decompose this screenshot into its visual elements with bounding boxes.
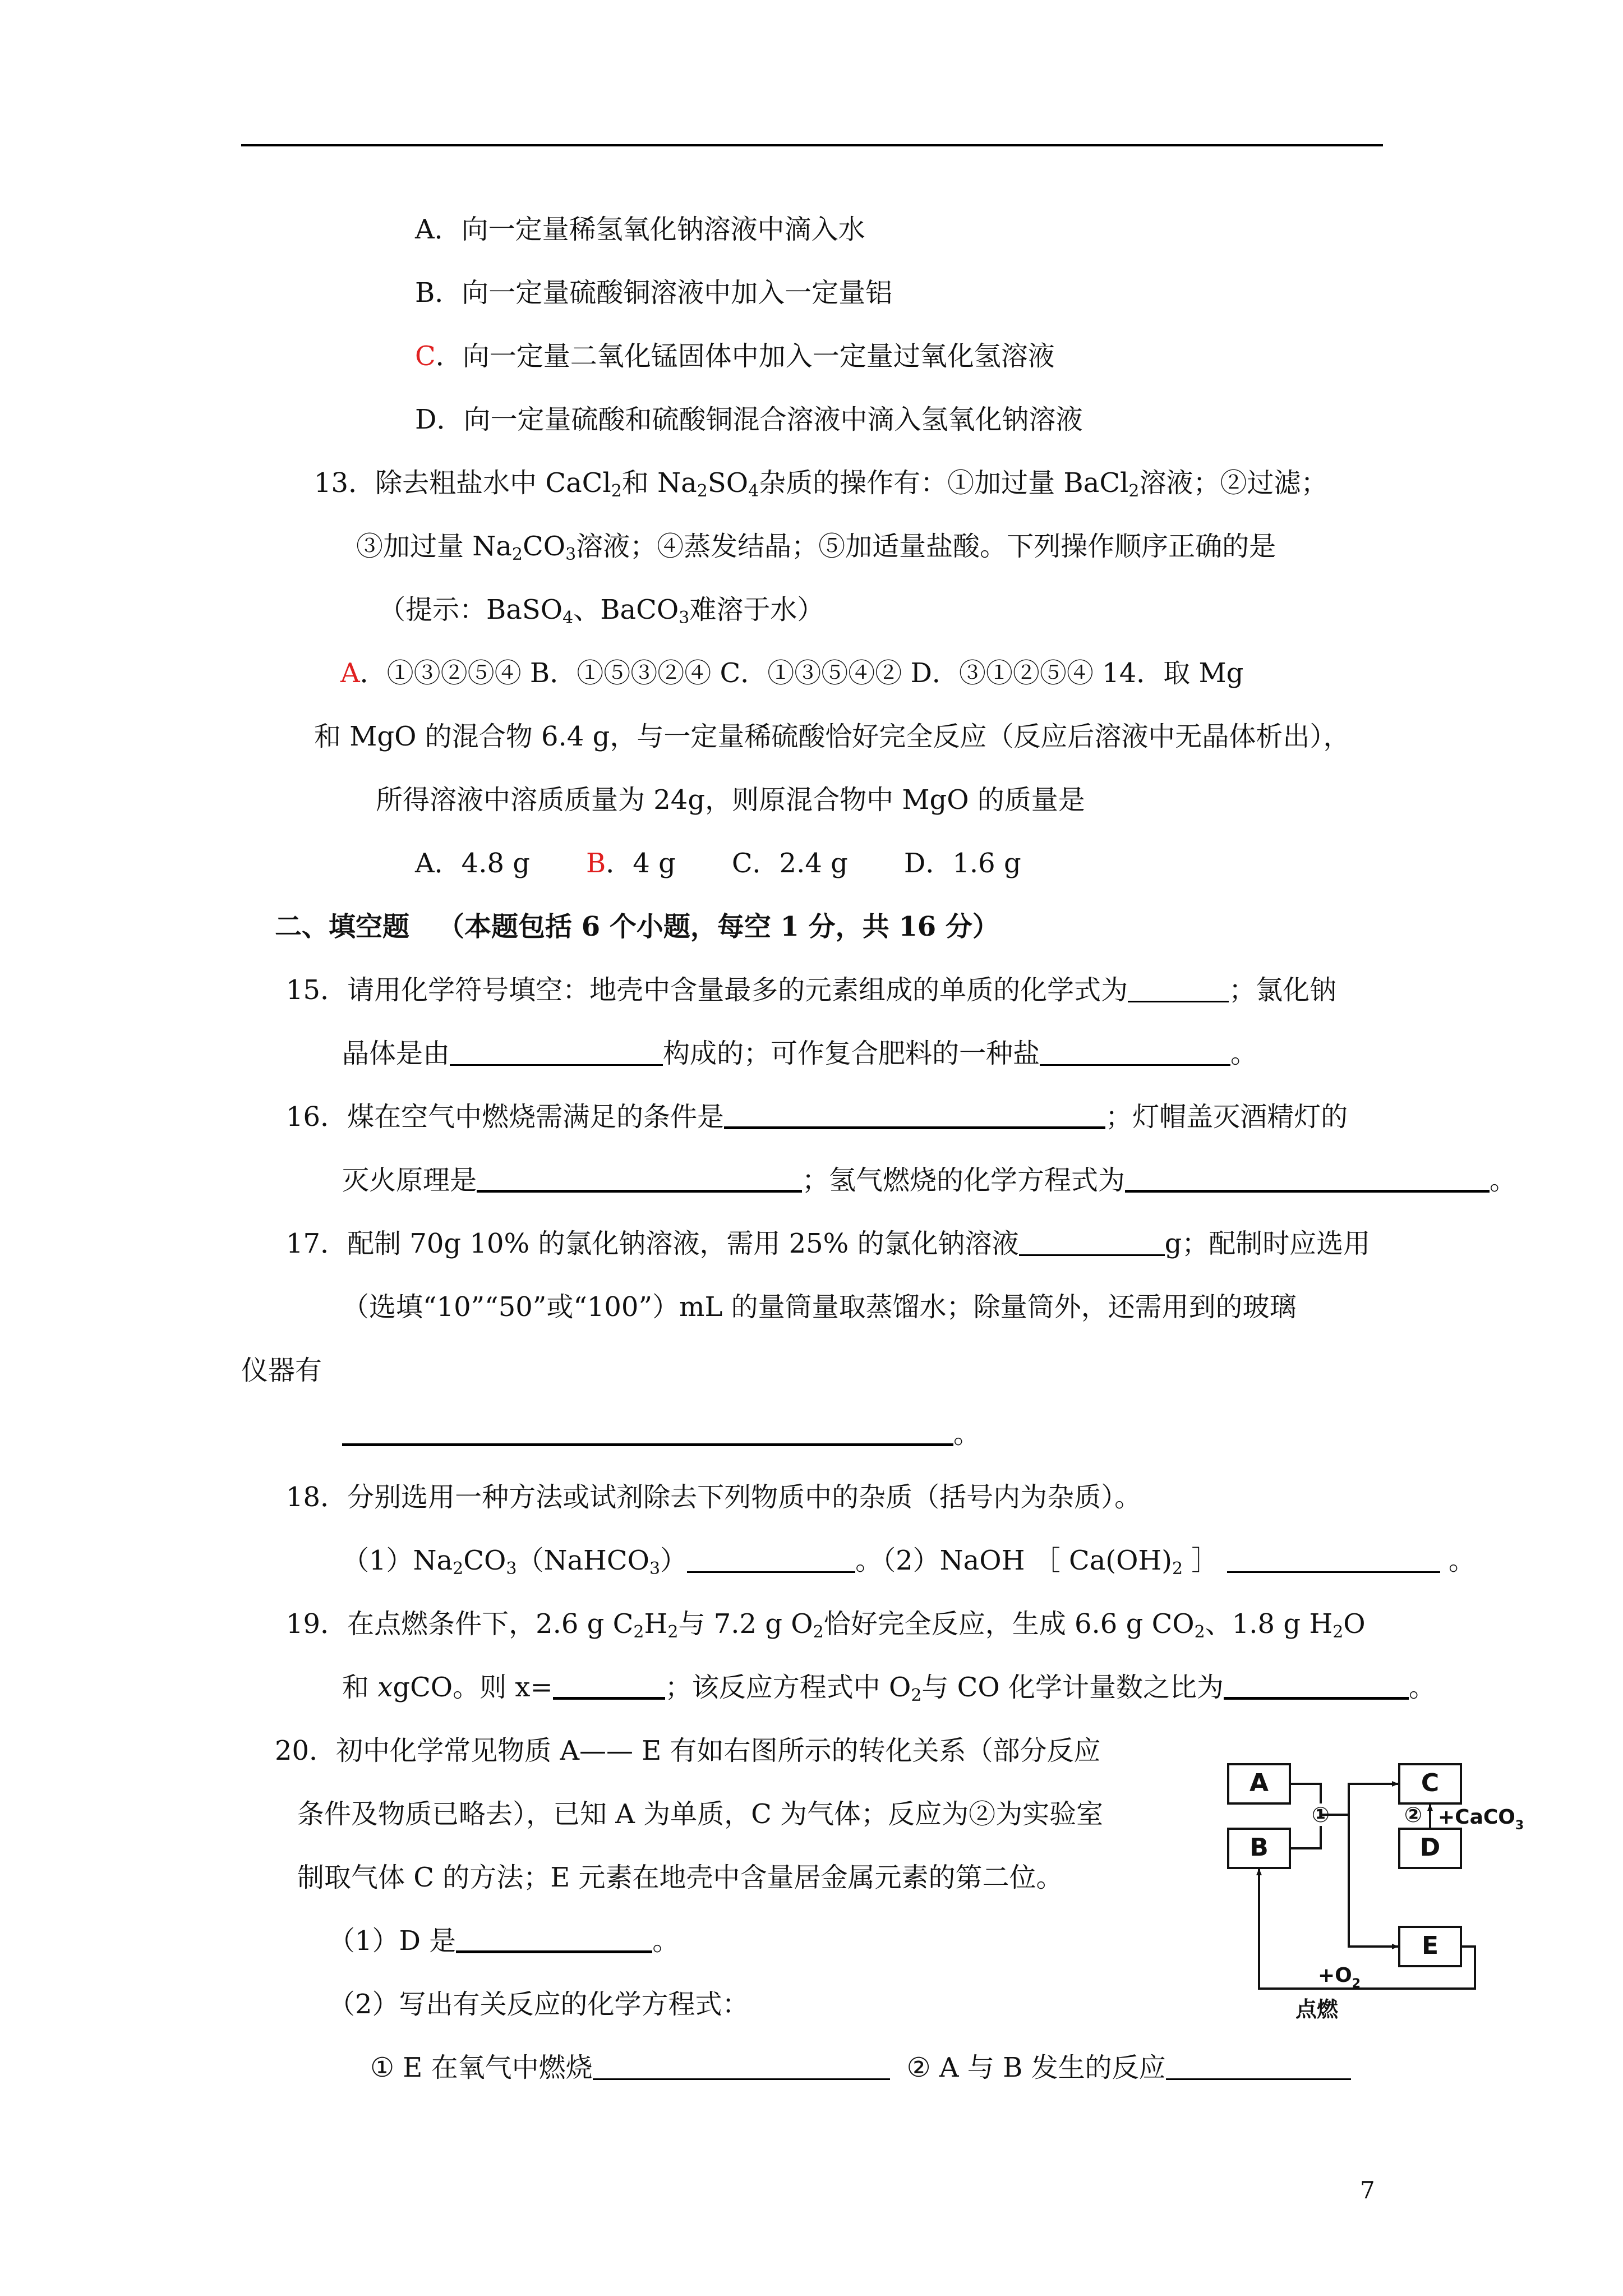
reagent-o2: $+O_2$ <box>1318 1964 1361 1991</box>
label-e: E <box>1421 1931 1439 1960</box>
q12-option-c: C．向一定量二氧化锰固体中加入一定量过氧化氢溶液 <box>415 341 1055 372</box>
q20-line-3: 制取气体 C 的方法；E 元素在地壳中含量居金属元素的第二位。 <box>297 1862 1063 1893</box>
q15-blank-1[interactable] <box>1128 975 1229 1002</box>
label-b: B <box>1249 1833 1269 1862</box>
q20-blank-2[interactable] <box>593 2053 890 2080</box>
q19-line-1: 19．在点燃条件下，2.6 g $C_2H_2$与 7.2 g $O_2$恰好完全反应，生成 6.6 g $CO_2$、1.8 g $H_2O$ <box>286 1608 1366 1642</box>
q20-line-1: 20．初中化学常见物质 A—— E 有如右图所示的转化关系（部分反应 <box>275 1735 1101 1766</box>
q17-line-2: （选填“10”“50”或“100”）mL 的量筒量取蒸馏水；除量筒外，还需用到的玻璃 <box>342 1291 1297 1323</box>
arrow-to-c <box>1321 1784 1398 1815</box>
q15-blank-3[interactable] <box>1040 1038 1230 1066</box>
page-number: 7 <box>1360 2177 1375 2204</box>
q12-answer-marker: C <box>415 341 436 372</box>
arrow-e-to-b <box>1259 1869 1475 1989</box>
q16-line-1: 16．煤在空气中燃烧需满足的条件是 ；灯帽盖灭酒精灯的 <box>286 1101 1348 1133</box>
label-c: C <box>1421 1769 1440 1797</box>
condition-ignite: 点燃 <box>1295 1997 1339 2022</box>
connector-b <box>1290 1826 1321 1848</box>
reagent-caco3: +CaCO$_3$ <box>1438 1806 1524 1833</box>
q13-hint: （提示：BaSO$_4$、BaCO$_3$难溶于水） <box>379 594 824 628</box>
q12-option-a: A．向一定量稀氢氧化钠溶液中滴入水 <box>415 214 865 245</box>
q20-blank-1[interactable] <box>456 1925 652 1953</box>
q20-line-2: 条件及物质已略去），已知 A 为单质，C 为气体；反应为②为实验室 <box>297 1798 1104 1830</box>
q20-part-3: ① E 在氧气中燃烧 ② A 与 B 发生的反应 <box>370 2050 1351 2086</box>
q17-blank-1[interactable] <box>1019 1228 1165 1256</box>
q18-blank-1[interactable] <box>687 1545 855 1573</box>
reaction-mark-2: ② <box>1404 1802 1423 1827</box>
q20-blank-3[interactable] <box>1166 2053 1351 2080</box>
label-a: A <box>1249 1769 1269 1797</box>
q15-line-1: 15．请用化学符号填空：地壳中含量最多的元素组成的单质的化学式为 ；氯化钠 <box>286 974 1337 1006</box>
q12-option-d: D．向一定量硫酸和硫酸铜混合溶液中滴入氢氧化钠溶液 <box>415 404 1083 435</box>
q20-part-1: （1）D 是 。 <box>328 1925 680 1957</box>
q17-line-3: 仪器有 <box>241 1355 322 1386</box>
q15-blank-2[interactable] <box>450 1038 663 1066</box>
q15-line-2: 晶体是由 构成的；可作复合肥料的一种盐 。 <box>342 1038 1258 1069</box>
q18-line-2: $(1)Na_2CO_3(NaHCO_3)$ 。（2）NaOH ［ $Ca(OH)_2$ ］ 。 <box>342 1545 1476 1579</box>
connector-a <box>1290 1784 1321 1803</box>
q17-line-4: 。 <box>342 1416 980 1452</box>
q12-option-b: B．向一定量硫酸铜溶液中加入一定量铝 <box>415 277 893 309</box>
q14-line-1: 和 MgO 的混合物 6.4 g，与一定量稀硫酸恰好完全反应（反应后溶液中无晶体析出）， <box>314 721 1350 752</box>
q19-line-2: 和 xgCO。则 x= ；该反应方程式中 $O_2$与 CO 化学计量数之比为 。 <box>342 1672 1436 1705</box>
q16-blank-3[interactable] <box>1125 1164 1490 1193</box>
q20-part-2: （2）写出有关反应的化学方程式： <box>328 1989 749 2020</box>
section-2-heading: 二、填空题 （本题包括 6 个小题，每空 1 分，共 16 分） <box>275 911 999 942</box>
q14-answer-marker: B <box>586 848 606 879</box>
q13-line-2: ③加过量 $Na_2CO_3$溶液；④蒸发结晶；⑤加适量盐酸。下列操作顺序正确的是 <box>356 531 1276 564</box>
q17-blank-2[interactable] <box>342 1418 953 1446</box>
q13-line-1: 13．除去粗盐水中 CaCl$_2$和 $Na_2SO_4$杂质的操作有：①加过量 BaCl$_2$溶液；②过滤； <box>314 467 1328 501</box>
q14-options: A．4.8 g B．4 g C．2.4 g D．1.6 g <box>415 848 1021 879</box>
q19-blank-2[interactable] <box>1224 1671 1409 1700</box>
q19-blank-1[interactable] <box>553 1671 665 1700</box>
q17-line-1: 17．配制 70g 10% 的氯化钠溶液，需用 25% 的氯化钠溶液 g；配制时应选用 <box>286 1228 1371 1259</box>
q16-line-2: 灭火原理是 ；氢气燃烧的化学方程式为 。 <box>342 1165 1517 1196</box>
conversion-diagram <box>1223 1759 1570 2033</box>
q16-blank-2[interactable] <box>477 1164 802 1193</box>
reaction-mark-1: ① <box>1311 1802 1330 1827</box>
label-d: D <box>1419 1833 1441 1862</box>
q18-blank-2[interactable] <box>1227 1545 1440 1573</box>
q13-answer-marker: A <box>340 657 360 689</box>
arrow-to-e <box>1349 1815 1398 1947</box>
q14-line-2: 所得溶液中溶质质量为 24g，则原混合物中 MgO 的质量是 <box>376 784 1085 816</box>
q18-line-1: 18．分别选用一种方法或试剂除去下列物质中的杂质（括号内为杂质）。 <box>286 1481 1142 1513</box>
header-rule <box>241 144 1383 146</box>
q16-blank-1[interactable] <box>724 1101 1105 1129</box>
q13-options: A．①③②⑤④ B．①⑤③②④ C．①③⑤④② D．③①②⑤④ 14．取 Mg <box>340 657 1244 689</box>
